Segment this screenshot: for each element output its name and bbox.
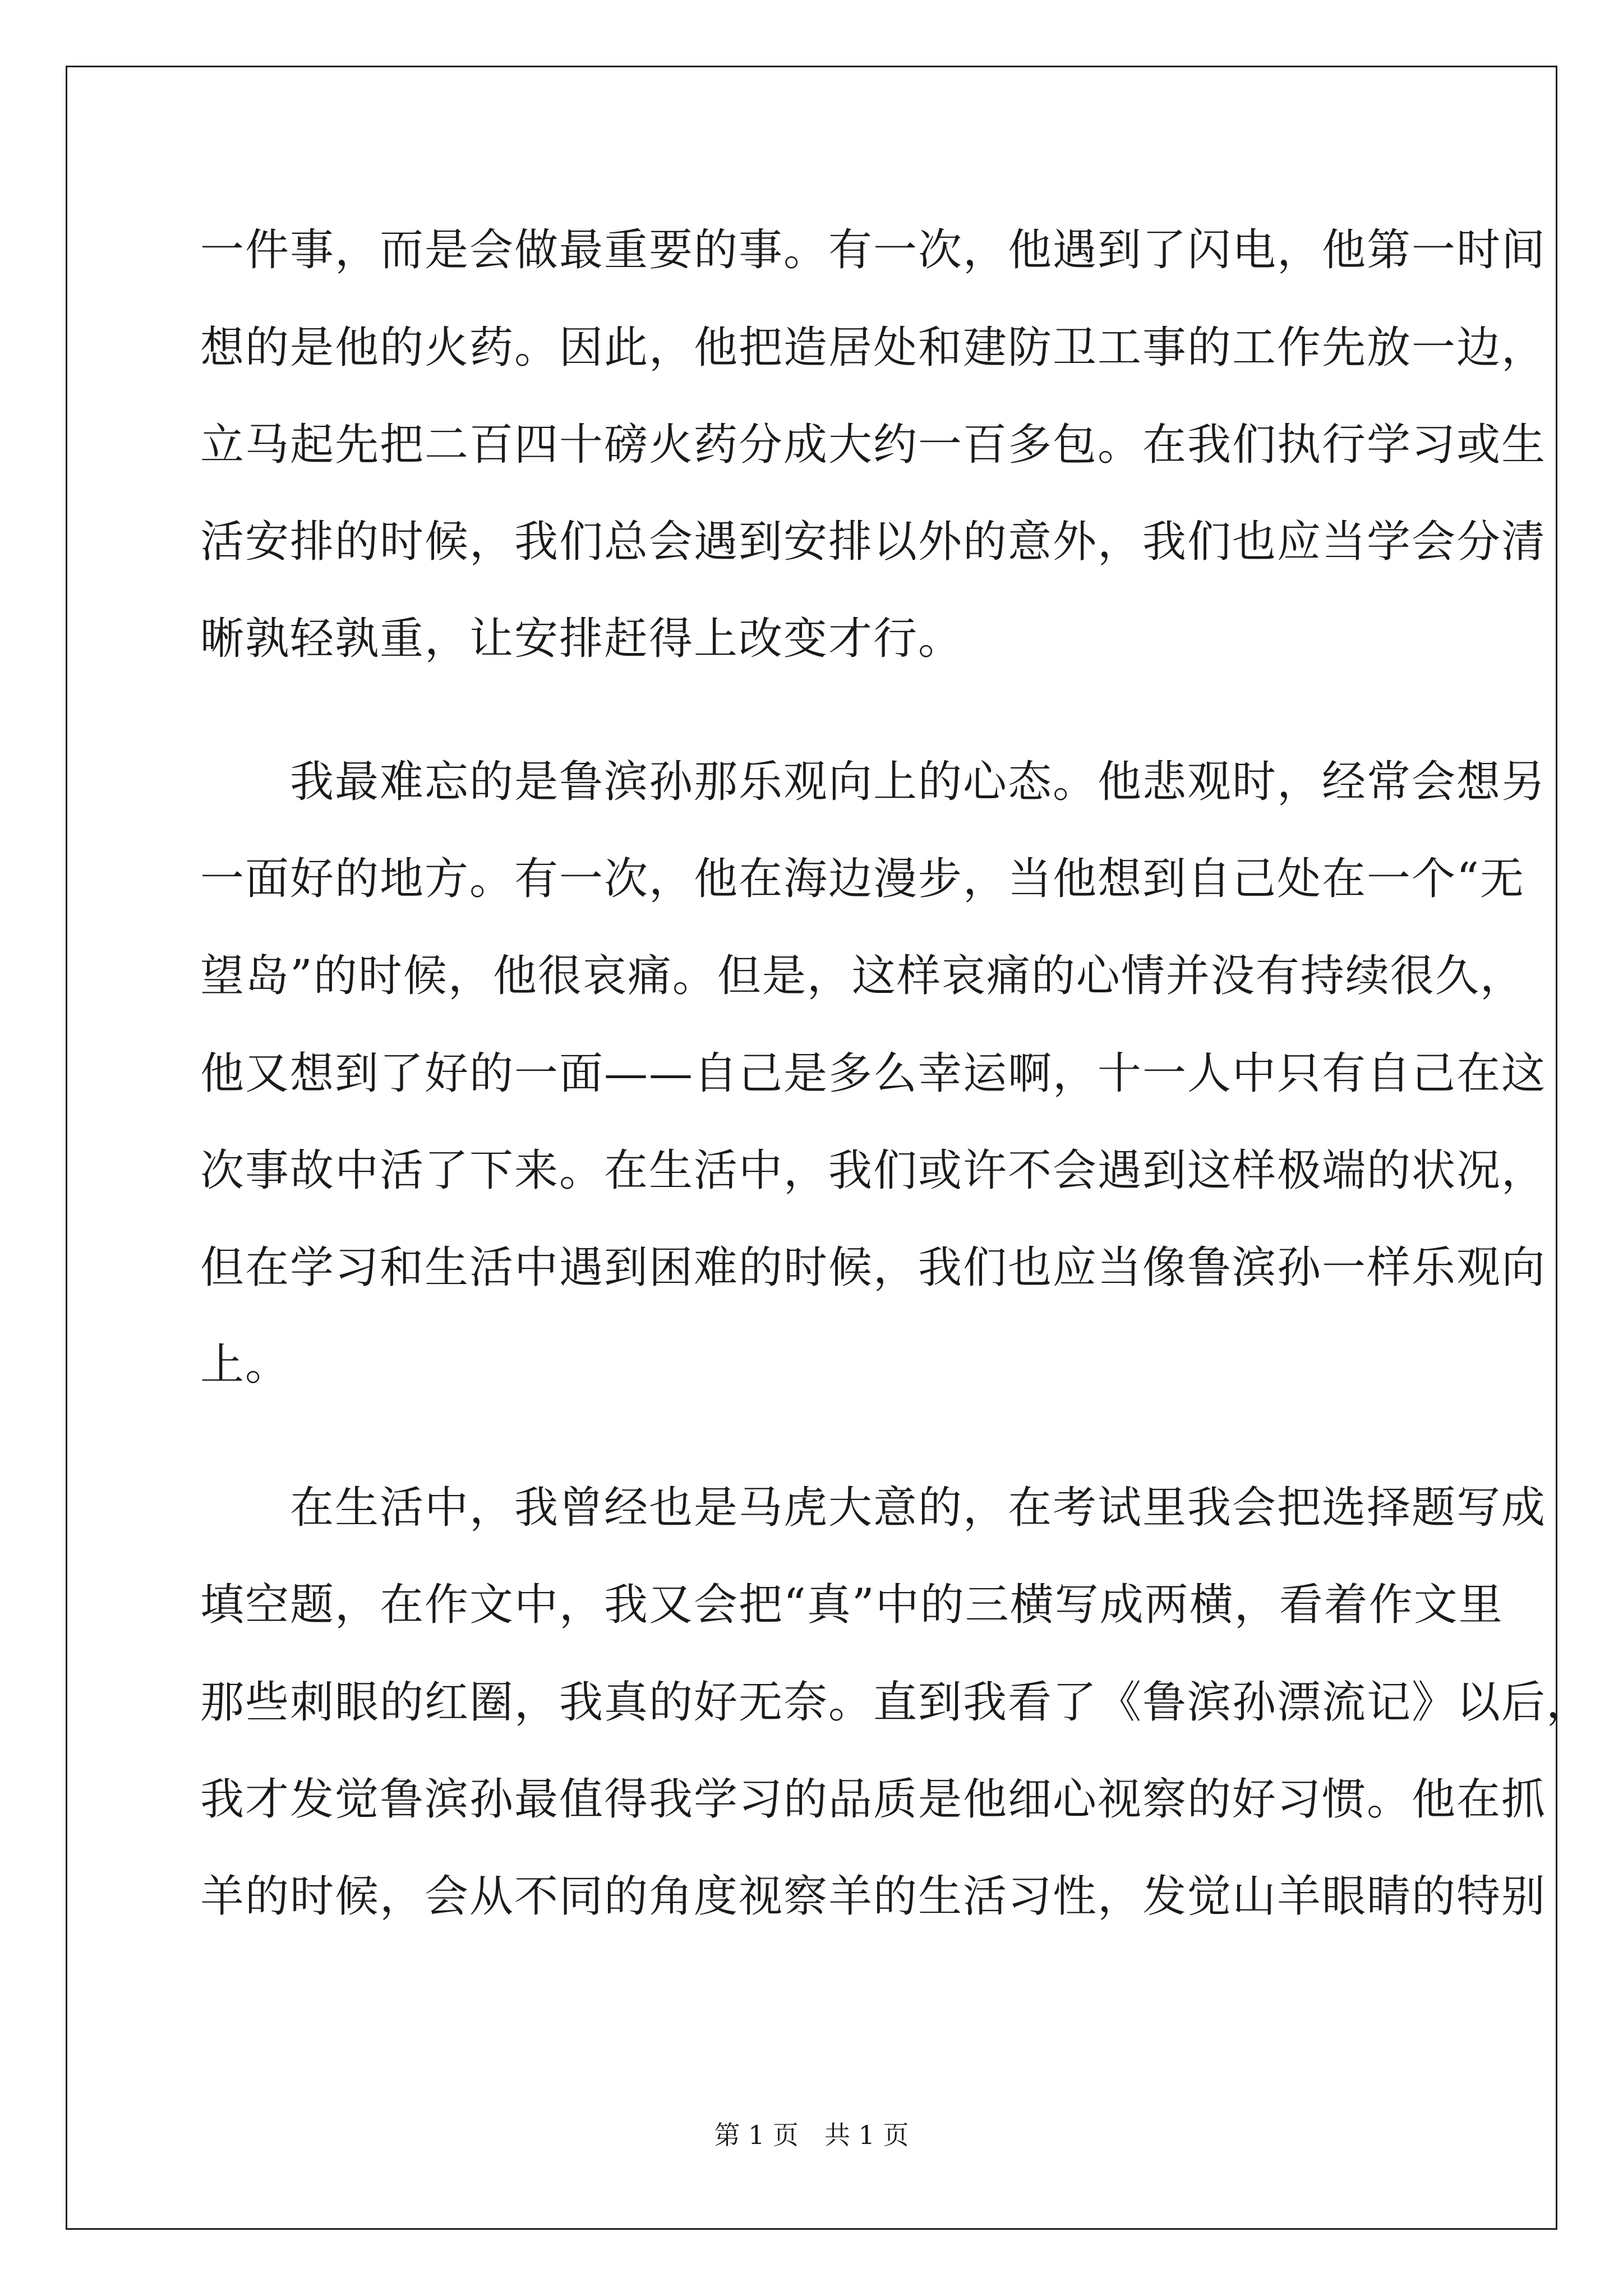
- text-line: 一件事，而是会做最重要的事。有一次，他遇到了闪电，他第一时间: [200, 225, 1547, 275]
- text-line: 他又想到了好的一面——自己是多么幸运啊，十一人中只有自己在这: [200, 1048, 1547, 1099]
- text-line: 上。: [200, 1340, 291, 1390]
- text-line: 望岛”的时候，他很哀痛。但是，这样哀痛的心情并没有持续很久，: [200, 951, 1525, 1001]
- text-line: 活安排的时候，我们总会遇到安排以外的意外，我们也应当学会分清: [200, 517, 1547, 567]
- text-line: 羊的时候，会从不同的角度视察羊的生活习性，发觉山羊眼睛的特别: [200, 1871, 1547, 1922]
- text-line: 我才发觉鲁滨孙最值得我学习的品质是他细心视察的好习惯。他在抓: [200, 1774, 1547, 1825]
- text-line: 在生活中，我曾经也是马虎大意的，在考试里我会把选择题写成: [200, 1483, 1547, 1533]
- text-line: 那些刺眼的红圈，我真的好无奈。直到我看了《鲁滨孙漂流记》以后，: [200, 1677, 1592, 1728]
- text-line: 立马起先把二百四十磅火药分成大约一百多包。在我们执行学习或生: [200, 420, 1547, 470]
- text-line: 我最难忘的是鲁滨孙那乐观向上的心态。他悲观时，经常会想另: [200, 757, 1547, 807]
- page-number-footer: 第 1 页 共 1 页: [714, 2120, 909, 2150]
- text-line: 一面好的地方。有一次，他在海边漫步，当他想到自己处在一个“无: [200, 854, 1525, 904]
- text-line: 想的是他的火药。因此，他把造居处和建防卫工事的工作先放一边，: [200, 323, 1547, 373]
- text-line: 晰孰轻孰重，让安排赶得上改变才行。: [200, 614, 963, 664]
- text-line: 填空题，在作文中，我又会把“真”中的三横写成两横，看着作文里: [200, 1580, 1504, 1630]
- text-line: 但在学习和生活中遇到困难的时候，我们也应当像鲁滨孙一样乐观向: [200, 1243, 1547, 1293]
- text-line: 次事故中活了下来。在生活中，我们或许不会遇到这样极端的状况，: [200, 1145, 1547, 1196]
